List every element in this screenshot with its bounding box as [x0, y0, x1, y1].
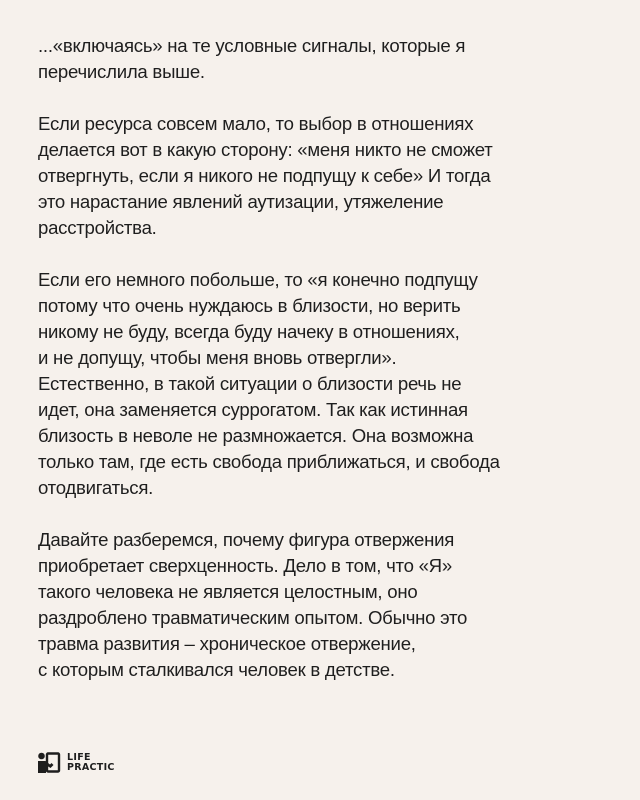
text-line: Естественно, в такой ситуации о близости речь не — [38, 373, 462, 394]
text-line: отодвигаться. — [38, 477, 154, 498]
text-line: делается вот в какую сторону: «меня никто не сможет — [38, 139, 493, 160]
logo-line-1: LIFE — [67, 752, 91, 763]
paragraph-4 — [38, 527, 618, 683]
text-line: приобретает сверхценность. Дело в том, что «Я» — [38, 555, 452, 576]
text-line: и не допущу, чтобы меня вновь отвергли». — [38, 347, 397, 368]
text-line: с которым сталкивался человек в детстве. — [38, 659, 395, 680]
logo-wordmark — [67, 753, 115, 773]
text-line: это нарастание явлений аутизации, утяжеление — [38, 191, 444, 212]
text-line: перечислила выше. — [38, 61, 205, 82]
teacher-board-check-icon — [37, 752, 61, 774]
paragraph-2 — [38, 111, 618, 241]
text-line: расстройства. — [38, 217, 157, 238]
text-line: раздроблено травматическим опытом. Обычно это — [38, 607, 468, 628]
text-line: Если ресурса совсем мало, то выбор в отношениях — [38, 113, 474, 134]
text-line: ...«включаясь» на те условные сигналы, которые я — [38, 35, 466, 56]
paragraph-1 — [38, 33, 618, 85]
text-line: травма развития – хроническое отвержение, — [38, 633, 416, 654]
text-line: близость в неволе не размножается. Она возможна — [38, 425, 474, 446]
text-line: только там, где есть свобода приближаться, и свобода — [38, 451, 500, 472]
life-practic-logo — [37, 752, 115, 774]
paragraph-3 — [38, 267, 618, 501]
article-text — [38, 33, 618, 683]
text-line: отвергнуть, если я никого не подпущу к себе» И тогда — [38, 165, 491, 186]
text-line: потому что очень нуждаюсь в близости, но верить — [38, 295, 461, 316]
text-line: никому не буду, всегда буду начеку в отношениях, — [38, 321, 460, 342]
text-line: такого человека не является целостным, оно — [38, 581, 418, 602]
text-line: Давайте разберемся, почему фигура отвержения — [38, 529, 455, 550]
logo-line-2: PRACTIC — [67, 762, 115, 773]
text-line: идет, она заменяется суррогатом. Так как истинная — [38, 399, 468, 420]
text-line: Если его немного побольше, то «я конечно подпущу — [38, 269, 478, 290]
